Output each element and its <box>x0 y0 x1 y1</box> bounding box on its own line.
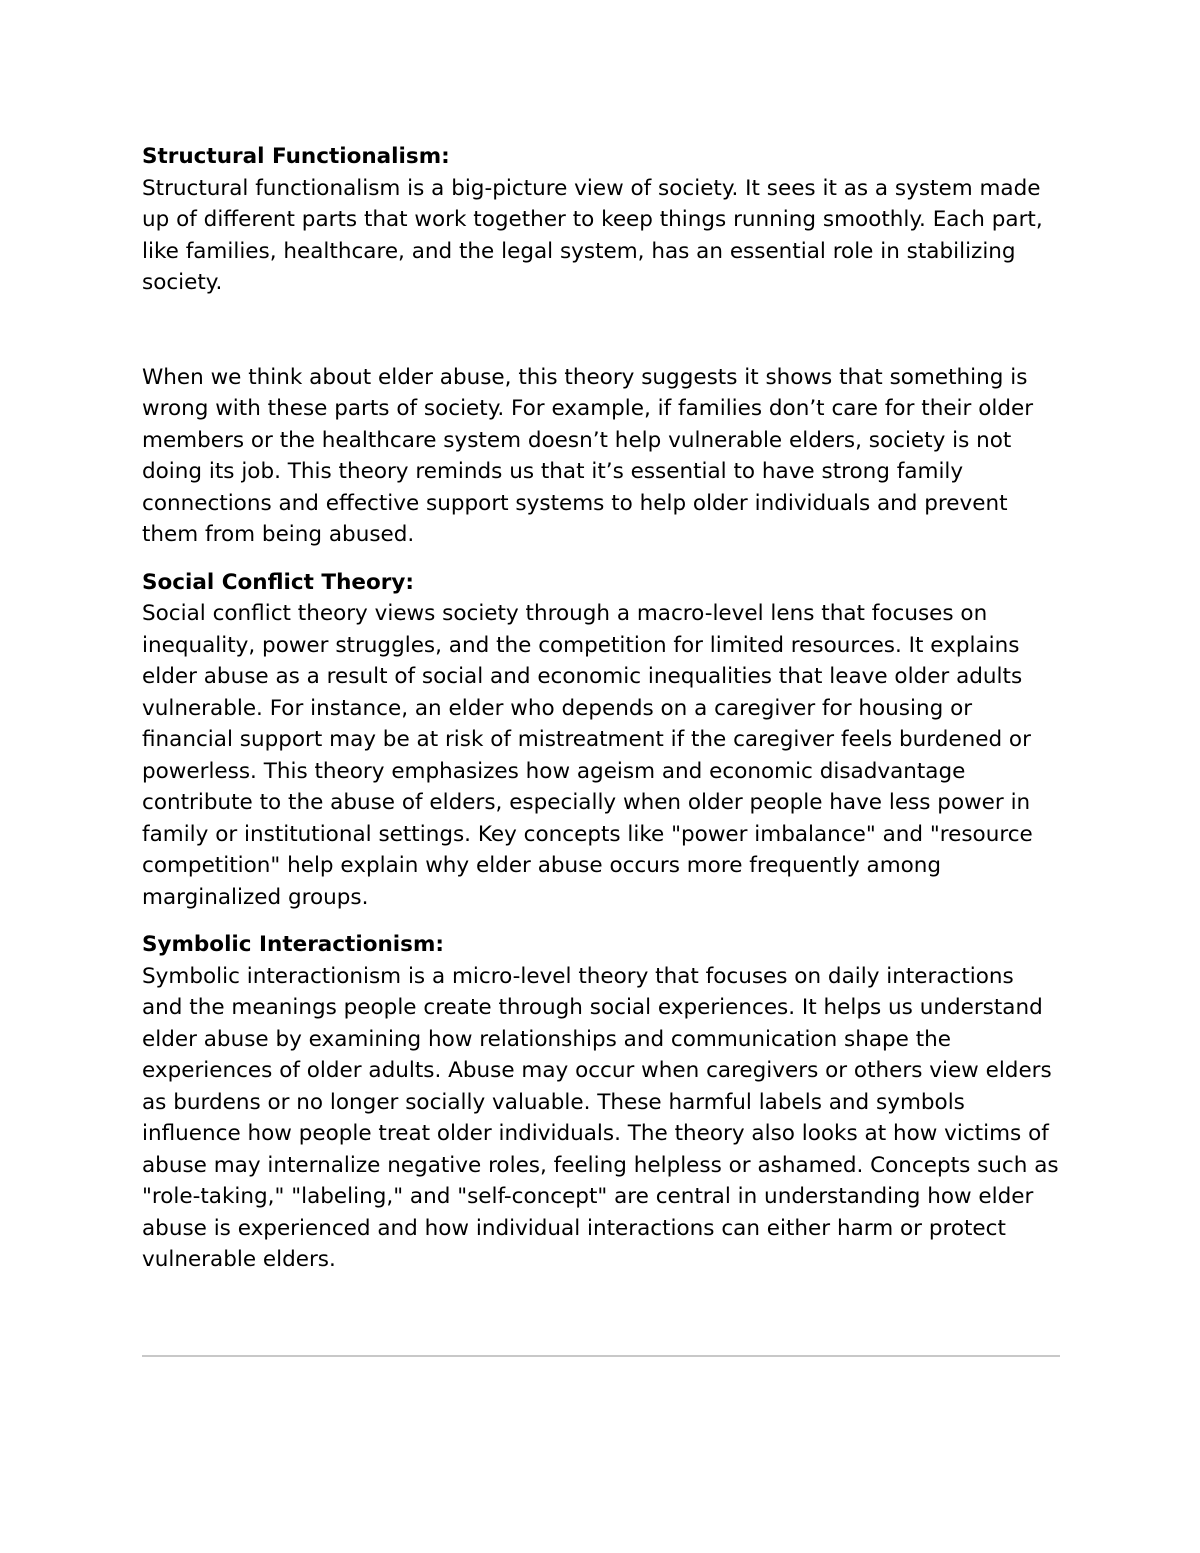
section-heading: Symbolic Interactionism: <box>142 932 444 957</box>
paragraph-spacer <box>142 299 1060 362</box>
section-paragraph: Symbolic interactionism is a micro-level theory that focuses on daily interactions and the meanings people create through social experiences. It helps us understand elder abuse by examining how relationships and communication shape the experiences of older adults. Abuse may occur when caregivers or others view elders as burdens or no longer socially valuable. These harmful labels and symbols influence how people treat older individuals. The theory also looks at how victims of abuse may internalize negative roles, feeling helpless or ashamed. Concepts such as "role-taking," "labeling," and "self-concept" are central in understanding how elder abuse is experienced and how individual interactions can either harm or protect vulnerable elders. <box>142 963 1059 1272</box>
section-paragraph: Structural functionalism is a big-picture view of society. It sees it as a system made up of different parts that work together to keep things running smoothly. Each part, like families, healthcare, and the legal system, has an essential role in stabilizing society. <box>142 175 1043 295</box>
section-spacer <box>142 913 1060 929</box>
section-structural-functionalism <box>142 141 1060 551</box>
section-social-conflict-theory <box>142 567 1060 914</box>
section-paragraph: When we think about elder abuse, this theory suggests it shows that something is wrong with these parts of society. For example, if families don’t care for their older members or the healthcare system doesn’t help vulnerable elders, society is not doing its job. This theory reminds us that it’s essential to have strong family connections and effective support systems to help older individuals and prevent them from being abused. <box>142 364 1034 547</box>
section-heading: Social Conflict Theory: <box>142 569 414 595</box>
section-spacer <box>142 551 1060 567</box>
section-symbolic-interactionism <box>142 929 1060 1276</box>
section-paragraph: Social conflict theory views society through a macro-level lens that focuses on inequality, power struggles, and the competition for limited resources. It explains elder abuse as a result of social and economic inequalities that leave older adults vulnerable. For instance, an elder who depends on a caregiver for housing or financial support may be at risk of mistreatment if the caregiver feels burdened or powerless. This theory emphasizes how ageism and economic disadvantage contribute to the abuse of elders, especially when older people have less power in family or institutional settings. Key concepts like "power imbalance" and "resource competition" help explain why elder abuse occurs more frequently among marginalized groups. <box>142 601 1033 910</box>
horizontal-divider <box>142 1355 1060 1357</box>
section-heading: Structural Functionalism: <box>142 144 450 169</box>
document-page <box>142 141 1060 1276</box>
